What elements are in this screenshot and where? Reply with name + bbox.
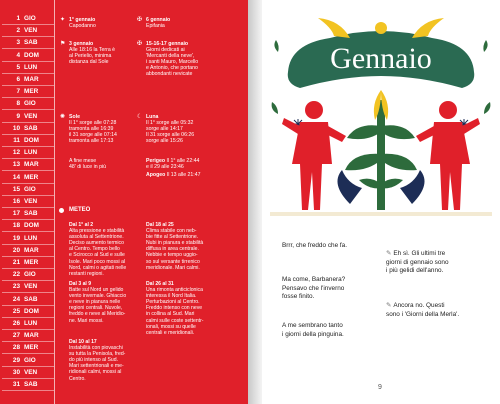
meteo-block-5 [146, 281, 203, 336]
dialogue-line [282, 234, 347, 251]
meteo-period: Dal 10 al 17 [69, 339, 97, 345]
right-figure [416, 101, 480, 210]
holiday-name: Epifania [146, 23, 165, 30]
day-number: 1 [16, 15, 20, 22]
star-icon: ✦ [60, 17, 66, 23]
day-row [0, 98, 54, 110]
day-number: 22 [12, 271, 20, 279]
day-number: 25 [12, 307, 20, 315]
day-row [0, 159, 54, 171]
day-number: 29 [12, 356, 20, 364]
holiday-epiphany [137, 17, 171, 30]
meteo-period: Dal 26 al 31 [146, 281, 174, 287]
weekday-name: MER [24, 88, 39, 96]
weekday-name: SAB [24, 381, 38, 388]
day-number: 8 [16, 100, 20, 108]
dialogue-line [386, 294, 459, 319]
moon-perigee [146, 158, 199, 170]
weekday-name: GIO [24, 271, 36, 279]
meteo-forecast: Una rimonta anticiclonica interessa il Nord Italia. Perturbazioni al Centro. Freddo intenso con neve in collina al Sud. Mari calmi sulle coste settentr- ionali, mossi su quelle centrali e meridionali. [146, 287, 204, 336]
weekday-name: GIO [24, 100, 36, 108]
meteo-period: Dal 1° al 2 [69, 222, 94, 228]
meteo-block-4 [146, 222, 203, 271]
day-number: 15 [12, 185, 20, 193]
day-number: 13 [12, 161, 20, 169]
meteo-forecast: Alta pressione e stabilità assoluta al Settentrione. Deciso aumento termico al Centro. Tempo bello e Scirocco al Sud e sulle Isole. Mari poco mossi al Nord, calmi o agitati nelle restanti regioni. [69, 228, 127, 277]
weekday-name: MER [24, 259, 39, 266]
dialogue-text: Brrr, che freddo che fa. [282, 242, 348, 250]
day-number: 28 [12, 344, 20, 352]
moon-title: Luna [146, 114, 159, 120]
weekday-name: MER [24, 173, 39, 181]
day-number: 11 [13, 137, 20, 144]
dialogue-text: A me sembrano tanto i giorni della pinguina. [282, 322, 344, 338]
weekday-name: GIO [24, 356, 36, 364]
month-illustration [270, 14, 492, 224]
day-number: 2 [16, 27, 20, 35]
cross-icon: ✠ [137, 17, 143, 23]
day-row [0, 306, 54, 318]
day-row [0, 294, 54, 306]
ground-line [270, 212, 492, 216]
apogee-label: Apogeo [146, 172, 166, 178]
day-row [0, 318, 54, 330]
weekday-name: DOM [24, 137, 39, 144]
day-number: 19 [12, 234, 20, 242]
dialogue-line [282, 268, 345, 302]
daylight-gain: A fine mese 48' di luce in più [69, 158, 107, 171]
weekday-name: DOM [24, 51, 39, 59]
story-page [262, 0, 500, 404]
month-title: Gennaio [330, 42, 432, 75]
weekday-name: MAR [24, 161, 39, 169]
meteo-forecast: Batte sul Nord un gelido vento invernale. Ghiaccio e neve in pianura nelle regioni centrali. Nuvole, freddo e neve al Meridio- ne. Mari mossi. [69, 287, 127, 324]
dialogue-line [386, 242, 449, 276]
meteo-heading: METEO [69, 207, 91, 213]
day-number: 23 [12, 283, 20, 291]
day-row [0, 220, 54, 232]
moon-info [137, 114, 195, 145]
day-row [0, 257, 54, 269]
column-divider [54, 0, 55, 404]
weekday-name: SAB [24, 210, 38, 218]
day-row [0, 245, 54, 257]
meteo-block-3 [69, 339, 125, 382]
day-row [0, 379, 54, 391]
event-date: 15-16-17 gennaio [146, 41, 189, 47]
day-row [0, 147, 54, 159]
day-row [0, 86, 54, 98]
moon-apogee [146, 172, 201, 178]
weekday-name: LUN [24, 320, 38, 327]
sun-icon: ✺ [60, 114, 66, 120]
day-number: 27 [12, 332, 20, 340]
day-row [0, 172, 54, 184]
day-row [0, 208, 54, 220]
meteo-forecast: Instabilità con piovaschi su tutta la Penisola, fred- do più intenso al Sud. Mari settentrionali e me- ridionali calmi, mossi al Centro. [69, 345, 126, 382]
day-number: 16 [12, 198, 20, 205]
holiday-name: Capodanno [69, 23, 96, 30]
weekday-name: LUN [24, 234, 38, 242]
day-row [0, 13, 54, 25]
day-row [0, 62, 54, 74]
holiday-new-year [60, 17, 96, 30]
holiday-date: 1° gennaio [69, 17, 96, 23]
sun-info [60, 114, 117, 145]
day-row [0, 269, 54, 281]
quill-icon: ✎ [386, 250, 392, 258]
day-number: 14 [12, 173, 20, 181]
day-row [0, 196, 54, 208]
page-number: 9 [378, 384, 382, 391]
day-number: 26 [12, 320, 20, 327]
event-date: 3 gennaio [69, 41, 94, 47]
perigee-text: Il 1° alle 22:44 e il 29 alle 23:46 [146, 158, 200, 171]
meteo-forecast: Clima stabile con neb- bie fitte al Settentrione. Nubi in pianura e stabilità diffusa in area centrale. Nebbie e tempo uggio- so sul versante tirrenico meridionale. Mari calmi. [146, 228, 204, 271]
event-snow-merchants [137, 41, 199, 78]
day-number: 24 [12, 295, 20, 303]
day-number: 17 [12, 210, 20, 218]
day-row [0, 123, 54, 135]
day-number: 10 [12, 124, 20, 132]
flag-icon: ⚑ [60, 41, 66, 47]
day-number: 20 [12, 246, 20, 254]
day-row [0, 342, 54, 354]
sun-title: Sole [69, 114, 80, 120]
weekday-name: GIO [24, 185, 36, 193]
day-row [0, 281, 54, 293]
day-row [0, 330, 54, 342]
day-row [0, 367, 54, 379]
meteo-period: Dal 18 al 25 [146, 222, 174, 228]
day-number: 7 [16, 88, 20, 96]
day-number: 18 [12, 222, 20, 230]
weekday-name: GIO [24, 15, 36, 22]
meteo-period: Dal 3 al 9 [69, 281, 92, 287]
sun-daylight [69, 158, 106, 170]
day-row [0, 355, 54, 367]
weekday-name: LUN [24, 63, 38, 71]
event-perihelion [60, 41, 116, 66]
left-figure [282, 101, 346, 210]
weekday-name: DOM [24, 307, 39, 315]
meteo-block-2 [69, 281, 126, 324]
moon-times: Il 1° sorge alle 05:32 sorge alle 14:17 Il 31 sorge alle 06:26 sorge alle 15:26 [146, 120, 195, 145]
day-row [0, 25, 54, 37]
day-number: 31 [12, 381, 20, 388]
day-row [0, 50, 54, 62]
dialogue-text: Eh sì. Gli ultimi tre giorni di gennaio sono i più gelidi dell'anno. [386, 250, 449, 275]
weekday-name: DOM [24, 222, 39, 230]
moon-icon: ☾ [137, 114, 143, 120]
day-number: 4 [16, 51, 20, 59]
day-row [0, 135, 54, 147]
dialogue-line [282, 314, 344, 339]
quill-icon: ✎ [386, 302, 392, 310]
weekday-name: VEN [24, 283, 38, 291]
day-row [0, 111, 54, 123]
meteo-icon [59, 208, 64, 213]
weekday-name: MAR [24, 76, 39, 83]
day-number: 21 [12, 259, 20, 266]
weekday-name: SAB [24, 39, 38, 47]
day-row [0, 233, 54, 245]
calendar-page [0, 0, 248, 404]
weekday-name: MAR [24, 332, 39, 340]
day-number: 5 [16, 63, 20, 71]
weekday-name: VEN [24, 368, 38, 376]
dialogue-text: Ma come, Barbanera? Pensavo che l'inverno fosse finito. [282, 276, 346, 301]
day-number: 12 [12, 149, 20, 157]
weekday-name: VEN [24, 112, 38, 120]
weekday-name: SAB [24, 124, 38, 132]
dialogue-text: Ancora no. Questi sono i 'Giorni della Merla'. [386, 302, 460, 318]
event-text: Alle 18:16 la Terra è al Perielio, minima distanza dal Sole [69, 47, 116, 66]
day-row [0, 37, 54, 49]
day-number: 6 [16, 76, 20, 83]
sun-times: Il 1° sorge alle 07:28 tramonta alle 16:39 il 31 sorge alle 07:14 tramonta alle 17:13 [69, 120, 117, 145]
perigee-label: Perigeo [146, 158, 166, 164]
weekday-name: SAB [24, 295, 38, 303]
day-row [0, 74, 54, 86]
weekday-name: MER [24, 344, 39, 352]
day-row [0, 184, 54, 196]
weekday-name: LUN [24, 149, 38, 157]
meteo-block-1 [69, 222, 126, 277]
day-number: 3 [16, 39, 20, 47]
weekday-name: VEN [24, 198, 38, 205]
cross-icon: ✠ [137, 41, 143, 47]
weekday-name: VEN [24, 27, 38, 35]
holiday-date: 6 gennaio [146, 17, 171, 23]
event-text: Giorni dedicati ai 'Mercanti della neve', i santi Mauro, Marcello e Antonio, che portano abbondanti nevicate [146, 47, 199, 78]
day-number: 30 [12, 368, 20, 376]
day-column [0, 0, 56, 404]
day-number: 9 [16, 112, 20, 120]
apogee-text: Il 13 alle 21:47 [166, 172, 201, 178]
weekday-name: MAR [24, 246, 39, 254]
